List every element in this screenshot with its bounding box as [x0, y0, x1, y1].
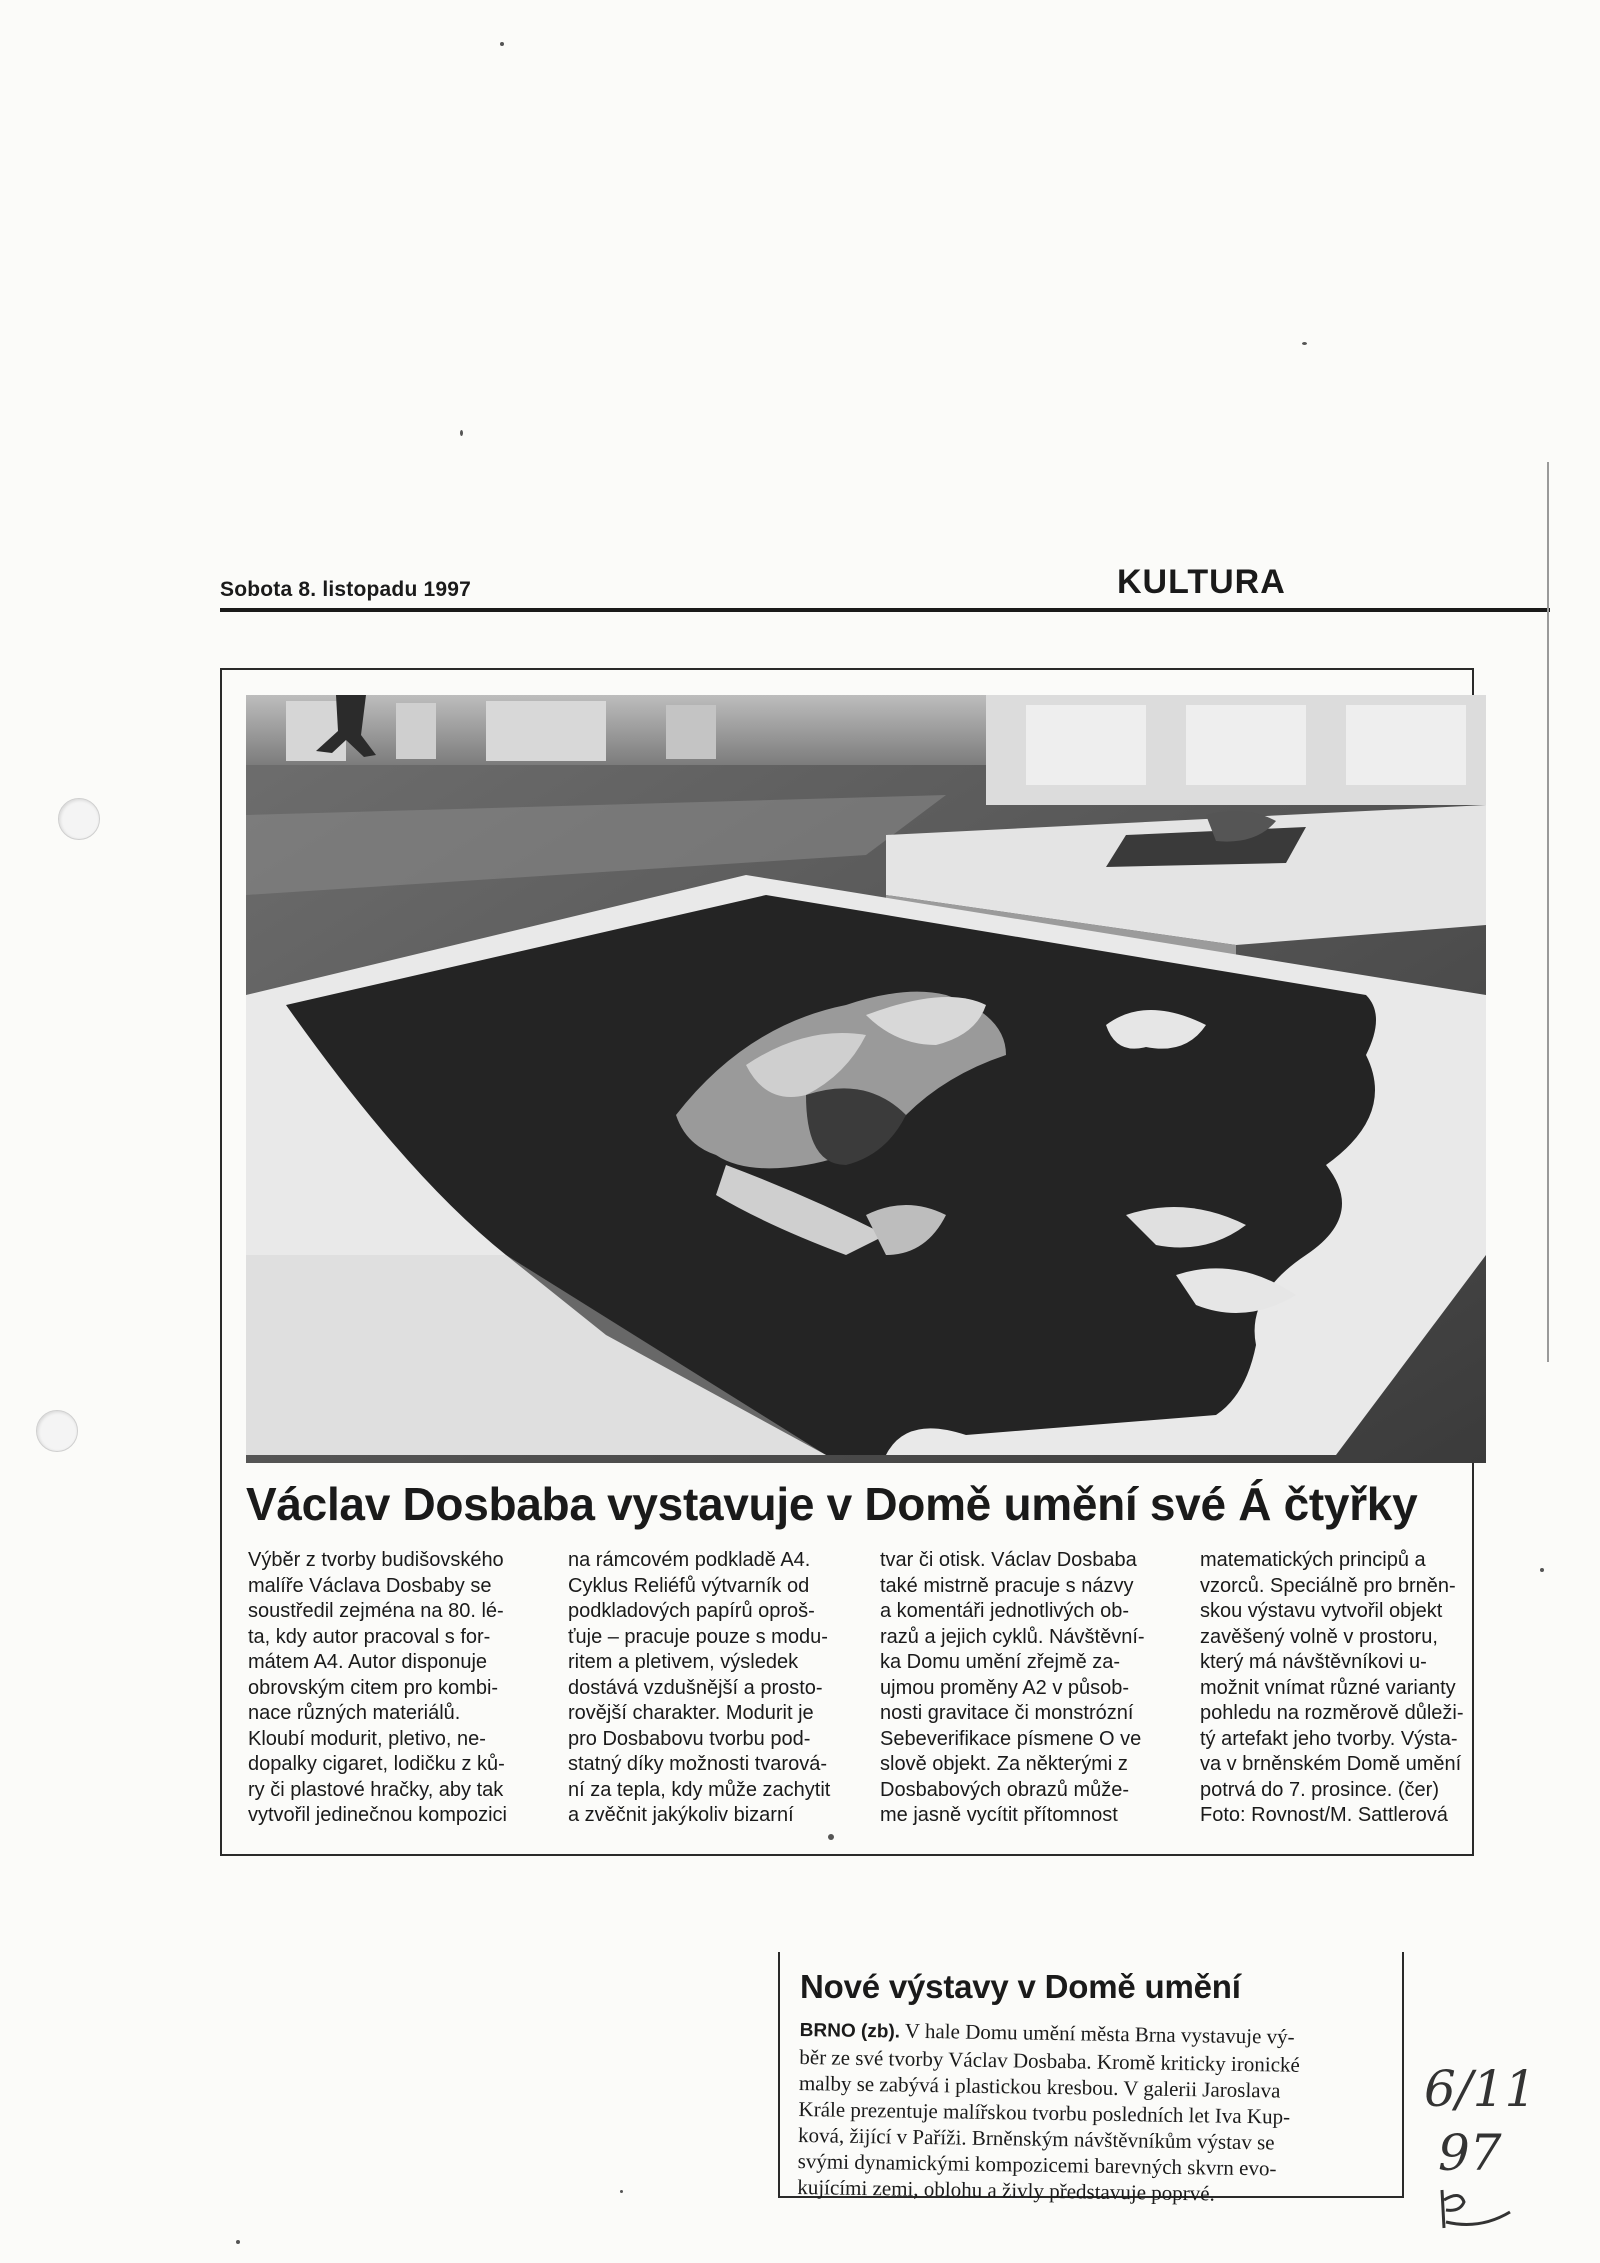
speck	[500, 42, 504, 46]
sidebar-article-lead: BRNO (zb).	[799, 2019, 901, 2043]
handwritten-signature	[1442, 2190, 1510, 2228]
page-edge-line	[1547, 462, 1549, 1362]
article-column-2: na rámcovém podkladě A4. Cyklus Reliéfů výtvarník od podkladových papírů oproš- ťuje – pracuje pouze s modu- ritem a pletivem, výsledek dostává vzdušnější a prosto- rovější charakter. Modurit je pro Dosbabovu tvorbu pod- statný díky možnosti tvarová- ní za tepla, kdy může zachytit a zvěčnit jakýkoliv bizarní	[568, 1549, 831, 1826]
exhibition-photo-art	[246, 695, 1486, 1463]
punch-hole-top	[58, 798, 100, 840]
article-column-1: Výběr z tvorby budišovského malíře Václava Dosbaby se soustředil zejména na 80. lé- ta, kdy autor pracoval s for- mátem A4. Autor disponuje obrovským citem pro kombi- nace různých materiálů. Kloubí modurit, pletivo, ne- dopalky cigaret, lodičku z ků- ry či plastové hračky, aby tak vytvořil jedinečnou kompozici	[248, 1549, 508, 1826]
exhibition-photo	[246, 695, 1486, 1463]
speck	[620, 2190, 623, 2193]
speck	[828, 1834, 834, 1840]
punch-hole-bottom	[36, 1410, 78, 1452]
header-rule	[220, 608, 1550, 612]
issue-date: Sobota 8. listopadu 1997	[220, 578, 472, 601]
article-column-3: tvar či otisk. Václav Dosbaba také mistrně pracuje s názvy a komentáři jednotlivých ob- razů a jejich cyklů. Návštěvní- ka Domu umění zřejmě za- ujmou proměny A2 v působ- nosti gravitace či monstrózní Sebeverifikace písmene O ve slově objekt. Za některými z Dosbabových obrazů může- me jasně vycítit přítomnost	[880, 1549, 1145, 1826]
sidebar-article-title: Nové výstavy v Domě umění	[800, 1968, 1241, 2005]
article-column-4: matematických principů a vzorců. Speciálně pro brněn- skou výstavu vytvořil objekt zavěšený volně v prostoru, který má návštěvníkovi u- možnit vnímat různé varianty pohledu na rozměrově důleži- tý artefakt jeho tvorby. Výsta- va v brněnském Domě umění potrvá do 7. prosince. (čer) Foto: Rovnost/M. Sattlerová	[1200, 1549, 1464, 1826]
speck	[1540, 1568, 1544, 1572]
section-title: KULTURA	[1117, 563, 1286, 601]
handwritten-note	[1420, 2050, 1540, 2240]
speck	[236, 2240, 240, 2244]
headline: Václav Dosbaba vystavuje v Domě umění své Á čtyřky	[246, 1478, 1418, 1530]
sidebar-article-text: V hale Domu umění města Brna vystavuje vý- běr ze své tvorby Václav Dosbaba. Kromě kriticky ironické malby se zabývá i plastickou kresbou. V galerii Jaroslava Krále prezentuje malířskou tvorbu posledních let Iva Kup- ková, žijící v Paříži. Brněnským návštěvníkům výstav se svými dynamickými kompozicemi barevných skvrn evo- kujícími zemi, oblohu a živly představuje poprvé.	[797, 2018, 1301, 2206]
sidebar-article-body	[797, 2016, 1380, 2209]
handwritten-date-line1: 6/11	[1424, 2060, 1537, 2118]
speck	[1302, 342, 1307, 345]
handwritten-date-line2: 97	[1438, 2124, 1502, 2182]
speck	[460, 430, 463, 436]
